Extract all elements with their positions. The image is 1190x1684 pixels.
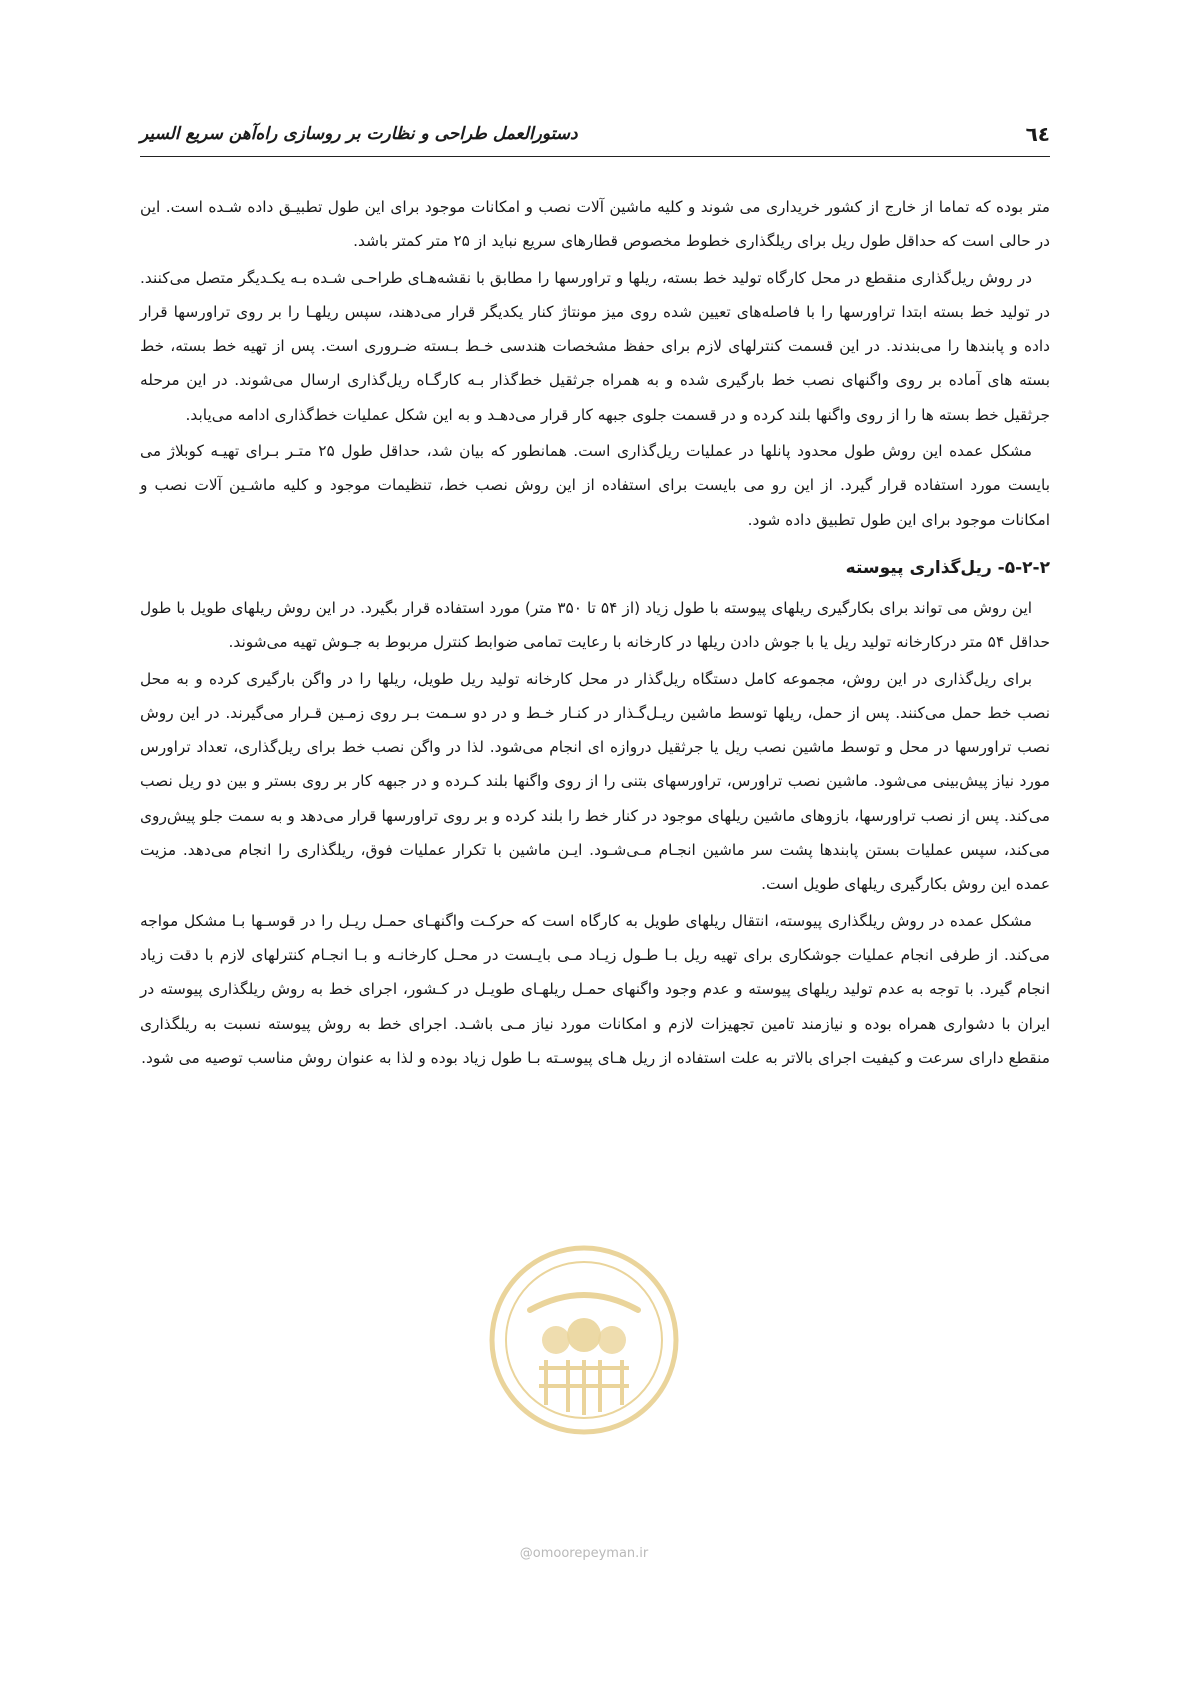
paragraph: مشکل عمده در روش ریلگذاری پیوسته، انتقال ریلهای طویل به کارگاه است که حرکـت واگنهـای حمـل ریـل را در قوسـها بـا مشکل مواجه می‌کند. از طرفی انجام عملیات جوشکاری برای تهیه ریل بـا طـول زیـاد مـی بایـست در محـل کارخانـه و بـا انجـام کنترلهای لازم با دقت زیاد انجام گیرد. با توجه به عدم تولید ریلهای پیوسته و عدم وجود واگنهای حمـل ریلهـای طویـل در کـشور، اجرای خط به روش ریلگذاری پیوسته در ایران با دشواری همراه بوده و نیازمند تامین تجهیزات لازم و امکانات مورد نیاز مـی باشـد. اجرای خط به روش پیوسته نسبت به ریلگذاری منقطع دارای سرعت و کیفیت اجرای بالاتر به علت استفاده از ریل هـای پیوسـته بـا طول زیاد بوده و لذا به عنوان روش مناسب توصیه می شود. <box>140 911 1050 1067</box>
page-number: ٦٤ <box>1025 122 1050 146</box>
body-text <box>140 190 1050 1077</box>
header-rule <box>140 156 1050 157</box>
paragraph: مشکل عمده این روش طول محدود پانلها در عملیات ریل‌گذاری است. همانطور که بیان شد، حداقل طول ۲۵ متـر بـرای تهیـه کوبلاژ می بایست مورد استفاده قرار گیرد. از این رو می بایست برای استفاده از این روش نصب خط، تنظیمات موجود و کلیه ماشـین آلات نصب و امکانات موجود برای این طول تطبیق داده شود. <box>140 442 1050 529</box>
paragraph: این روش می تواند برای بکارگیری ریلهای پیوسته با طول زیاد (از ۵۴ تا ۳۵۰ متر) مورد استفاده قرار بگیرد. در این روش ریلهای طویل با طول حداقل ۵۴ متر درکارخانه تولید ریل یا با جوش دادن ریلها در کارخانه با رعایت تمامی ضوابط کنترل مربوط به جـوش تهیه می‌شوند. <box>140 598 1050 652</box>
watermark-seal-icon <box>484 1240 684 1440</box>
paragraph: متر بوده که تماما از خارج از کشور خریداری می شوند و کلیه ماشین آلات نصب و امکانات موجود برای این طول تطبیـق داده شـده است. این در حالی است که حداقل طول ریل برای ریلگذاری خطوط مخصوص قطارهای سریع نباید از ۲۵ متر کمتر باشد. <box>140 198 1050 251</box>
paragraph: برای ریل‌گذاری در این روش، مجموعه کامل دستگاه ریل‌گذار در محل کارخانه تولید ریل طویل، ریلها را در واگن بارگیری کرده و به محل نصب خط حمل می‌کنند. پس از حمل، ریلها توسط ماشین ریـل‌گـذار در کنـار خـط و در دو سـمت بـر روی زمـین قـرار می‌گیرند. در این روش نصب تراورسها در محل و توسط ماشین نصب ریل یا جرثقیل دروازه ای انجام می‌شود. لذا در واگن نصب خط برای ریل‌گذاری، تعداد تراورس مورد نیاز پیش‌بینی می‌شود. ماشین نصب تراورس، تراورسهای بتنی را از روی واگنها بلند کـرده و در جبهه کار بر روی بستر و بین دو ریل نصب می‌کند. پس از نصب تراورسها، بازوهای ماشین ریلهای موجود در کنار خط را بلند کرده و بر روی تراورسها قرار می‌دهد و به سمت جلو پیش‌روی می‌کند، سپس عملیات بستن پابندها پشت سر ماشین انجـام مـی‌شـود. ایـن ماشین با تکرار عملیات فوق، ریلگذاری را انجام می‌دهد. مزیت عمده این روش بکارگیری ریلهای طویل است. <box>140 669 1050 894</box>
page-header <box>140 118 1050 154</box>
section-heading: ۵-۲-۲- ریل‌گذاری پیوسته <box>845 557 1050 578</box>
running-title: دستورالعمل طراحی و نظارت بر روسازی راه‌آهن سریع السیر <box>140 124 578 144</box>
paragraph: در روش ریل‌گذاری منقطع در محل کارگاه تولید خط بسته، ریلها و تراورسها را مطابق با نقشه‌هـای طراحـی شـده بـه یکـدیگر متصل می‌کنند. در تولید خط بسته ابتدا تراورسها را با فاصله‌های تعیین شده روی میز مونتاژ کنار یکدیگر قرار می‌دهند، سپس ریلهـا را بر روی تراورسها قرار داده و پابندها را می‌بندند. در این قسمت کنترلهای لازم برای حفظ مشخصات هندسی خـط بـسته ضـروری است. پس از تهیه خط بسته، خط بسته های آماده بر روی واگنهای نصب خط بارگیری شده و به همراه جرثقیل خط‌گذار بـه کارگـاه ریل‌گذاری ارسال می‌شوند. در این مرحله جرثقیل خط بسته ها را از روی واگنها بلند کرده و در قسمت جلوی جبهه کار قرار می‌دهـد و به این شکل عملیات خط‌گذاری ادامه می‌یابد. <box>140 268 1050 424</box>
watermark-url: @omoorepeyman.ir <box>519 1546 649 1561</box>
